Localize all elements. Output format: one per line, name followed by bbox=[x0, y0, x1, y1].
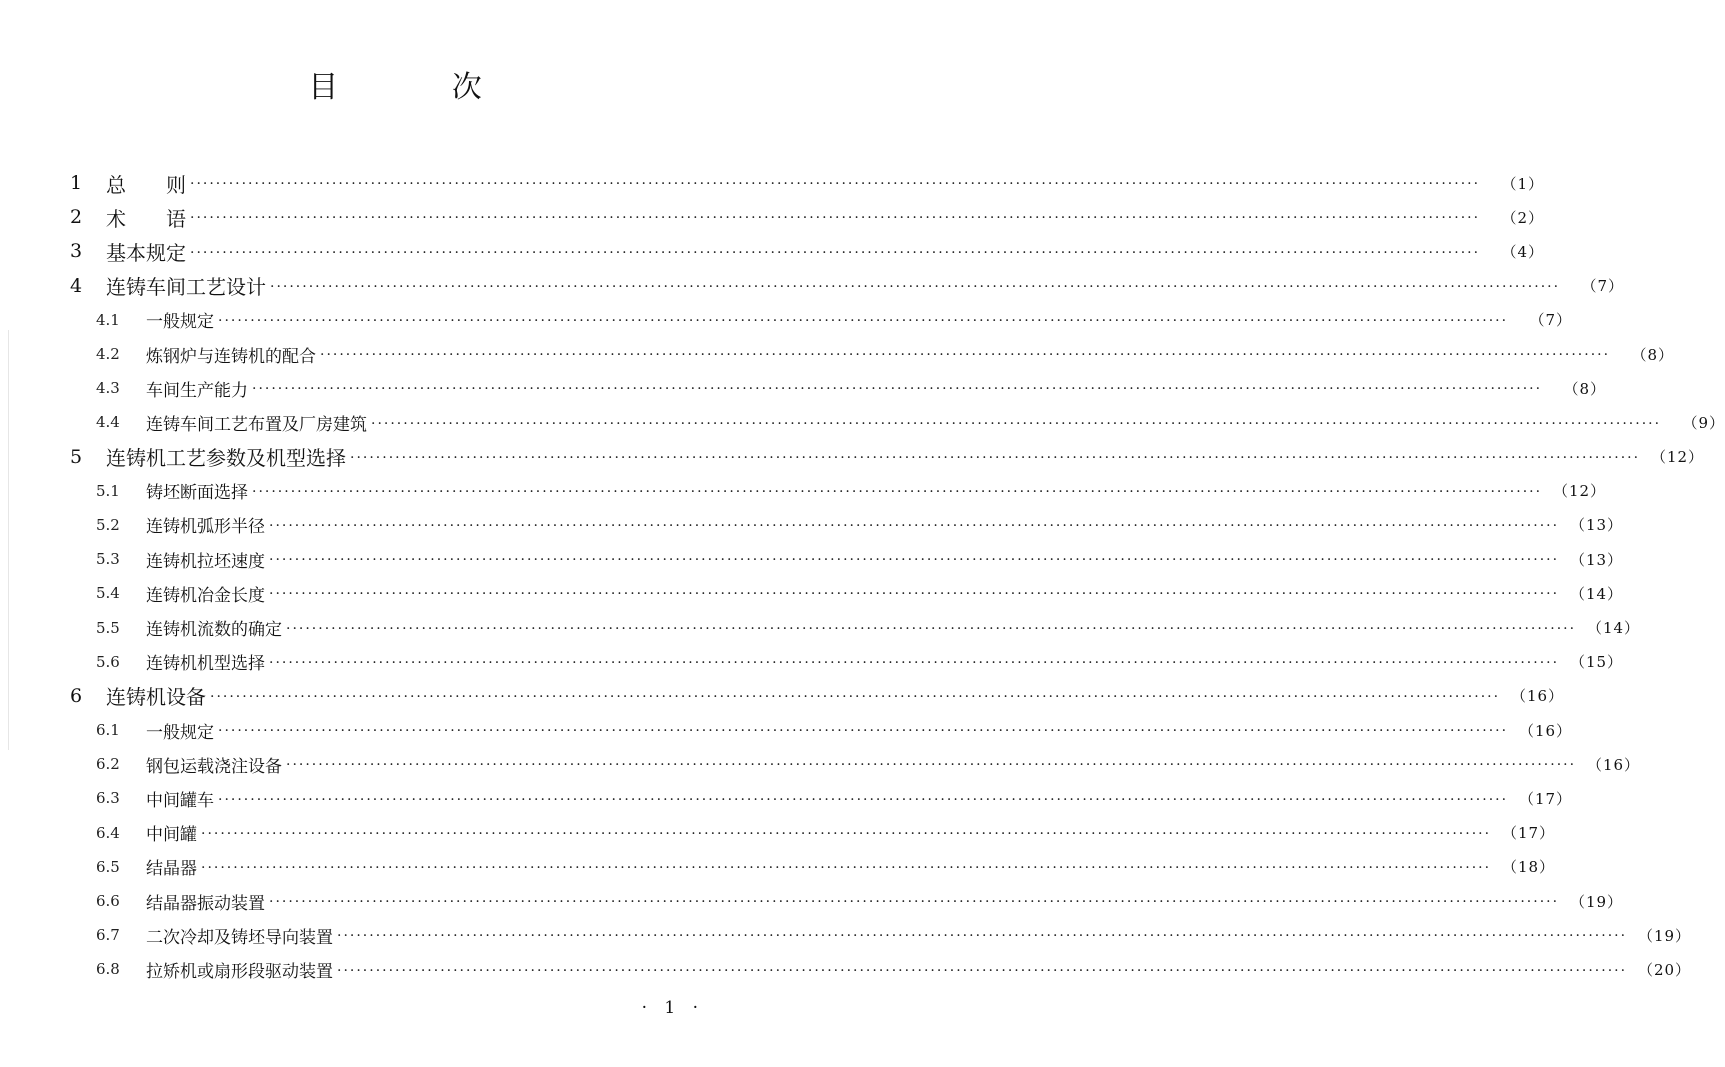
dot-leader: ········································································································································································································ bbox=[350, 449, 1641, 466]
dot-leader: ········································································································································································································ bbox=[337, 962, 1628, 979]
dot-leader: ········································································································································································································ bbox=[252, 381, 1543, 398]
toc-entry[interactable] bbox=[70, 884, 1624, 918]
toc-entry-page: （14） bbox=[1586, 619, 1641, 638]
dot-leader: ········································································································································································································ bbox=[286, 757, 1577, 774]
toc-entry-page: （12） bbox=[1650, 448, 1705, 467]
toc-entry[interactable] bbox=[70, 474, 1607, 508]
toc-entry-page: （17） bbox=[1501, 824, 1556, 843]
toc-entry[interactable] bbox=[70, 576, 1624, 610]
toc-entry-page: （16） bbox=[1510, 687, 1565, 706]
toc-entry-number: 1 bbox=[70, 172, 83, 195]
toc-entry-title: 连铸机弧形半径 bbox=[146, 517, 265, 538]
toc-entry-title: 二次冷却及铸坯导向装置 bbox=[146, 927, 333, 948]
table-of-contents bbox=[70, 166, 1725, 987]
toc-entry-title: 结晶器振动装置 bbox=[146, 893, 265, 914]
toc-entry-title: 连铸机流数的确定 bbox=[146, 620, 282, 641]
toc-entry[interactable] bbox=[70, 918, 1692, 952]
toc-entry[interactable] bbox=[70, 679, 1565, 713]
page-title: 目 次 bbox=[308, 70, 534, 105]
dot-leader: ········································································································································································································ bbox=[286, 620, 1577, 637]
toc-entry-number: 4.1 bbox=[96, 310, 120, 329]
toc-entry-title: 拉矫机或扇形段驱动装置 bbox=[146, 961, 333, 982]
toc-entry-page: （15） bbox=[1569, 653, 1624, 672]
dot-leader: ········································································································································································································ bbox=[201, 825, 1492, 842]
toc-entry-title: 连铸机工艺参数及机型选择 bbox=[106, 446, 346, 471]
toc-entry-page: （17） bbox=[1518, 789, 1573, 808]
dot-leader: ········································································································································································································ bbox=[269, 518, 1560, 535]
toc-entry-title: 车间生产能力 bbox=[146, 380, 248, 401]
toc-entry-title: 中间罐 bbox=[146, 825, 197, 846]
dot-leader: ········································································································································································································ bbox=[190, 176, 1481, 193]
toc-entry-number: 5.1 bbox=[96, 481, 120, 500]
toc-entry-title: 连铸机机型选择 bbox=[146, 654, 265, 675]
dot-leader: ········································································································································································································ bbox=[210, 689, 1501, 705]
toc-entry[interactable] bbox=[70, 234, 1545, 268]
toc-entry-number: 6.3 bbox=[96, 789, 120, 808]
toc-entry-page: （19） bbox=[1637, 926, 1692, 945]
toc-entry-page: （13） bbox=[1569, 550, 1624, 569]
toc-entry[interactable] bbox=[70, 508, 1624, 542]
toc-entry[interactable] bbox=[70, 200, 1545, 234]
toc-entry-title: 连铸机冶金长度 bbox=[146, 585, 265, 606]
toc-entry-number: 5 bbox=[70, 445, 83, 468]
toc-entry-title: 结晶器 bbox=[146, 859, 197, 880]
toc-entry-title: 连铸车间工艺设计 bbox=[106, 275, 266, 300]
dot-leader: ········································································································································································································ bbox=[270, 278, 1561, 295]
dot-leader: ········································································································································································································ bbox=[269, 586, 1560, 603]
toc-entry-page: （16） bbox=[1586, 755, 1641, 774]
toc-entry-number: 2 bbox=[70, 206, 83, 229]
toc-entry[interactable] bbox=[70, 337, 1675, 371]
toc-entry-title: 总 则 bbox=[106, 172, 186, 197]
toc-entry[interactable] bbox=[70, 269, 1625, 303]
toc-entry-number: 5.2 bbox=[96, 515, 120, 534]
toc-entry-number: 6.1 bbox=[96, 721, 120, 740]
toc-entry[interactable] bbox=[70, 610, 1641, 644]
dot-leader: ········································································································································································································ bbox=[252, 483, 1543, 500]
dot-leader: ········································································································································································································ bbox=[218, 791, 1509, 808]
toc-entry[interactable] bbox=[70, 371, 1607, 405]
toc-entry-title: 连铸车间工艺布置及厂房建筑 bbox=[146, 414, 367, 435]
toc-entry-page: （16） bbox=[1518, 721, 1573, 740]
toc-entry-number: 4 bbox=[70, 274, 83, 297]
toc-entry[interactable] bbox=[70, 440, 1705, 474]
toc-entry-page: （7） bbox=[1581, 277, 1625, 296]
toc-entry[interactable] bbox=[70, 542, 1624, 576]
toc-entry-title: 一般规定 bbox=[146, 312, 214, 333]
toc-entry-title: 炼钢炉与连铸机的配合 bbox=[146, 346, 316, 367]
scan-edge-line bbox=[8, 330, 9, 750]
dot-leader: ········································································································································································································ bbox=[320, 347, 1611, 364]
toc-entry[interactable] bbox=[70, 850, 1556, 884]
toc-entry[interactable] bbox=[70, 952, 1692, 986]
toc-entry-page: （8） bbox=[1631, 345, 1675, 364]
toc-entry[interactable] bbox=[70, 781, 1573, 815]
page-number: · 1 · bbox=[641, 998, 704, 1018]
toc-entry-page: （1） bbox=[1501, 174, 1545, 193]
dot-leader: ········································································································································································································ bbox=[190, 244, 1481, 261]
toc-entry-title: 连铸机拉坯速度 bbox=[146, 551, 265, 572]
toc-entry-page: （13） bbox=[1569, 516, 1624, 535]
toc-entry-number: 4.2 bbox=[96, 345, 120, 364]
toc-entry-title: 术 语 bbox=[106, 206, 186, 231]
toc-entry-page: （20） bbox=[1637, 960, 1692, 979]
toc-entry-number: 4.4 bbox=[96, 413, 120, 432]
toc-entry-title: 一般规定 bbox=[146, 722, 214, 743]
toc-entry[interactable] bbox=[70, 713, 1573, 747]
dot-leader: ········································································································································································································ bbox=[269, 894, 1560, 911]
toc-entry[interactable] bbox=[70, 405, 1725, 439]
dot-leader: ········································································································································································································ bbox=[269, 654, 1560, 671]
toc-entry-page: （8） bbox=[1563, 379, 1607, 398]
toc-entry-number: 5.5 bbox=[96, 618, 120, 637]
toc-entry-title: 钢包运载浇注设备 bbox=[146, 756, 282, 777]
toc-entry-number: 6.5 bbox=[96, 857, 120, 876]
toc-entry-number: 5.6 bbox=[96, 652, 120, 671]
toc-entry[interactable] bbox=[70, 747, 1641, 781]
toc-entry[interactable] bbox=[70, 303, 1573, 337]
dot-leader: ········································································································································································································ bbox=[218, 723, 1509, 740]
dot-leader: ········································································································································································································ bbox=[218, 312, 1509, 329]
toc-entry-title: 铸坯断面选择 bbox=[146, 483, 248, 504]
toc-entry[interactable] bbox=[70, 816, 1556, 850]
toc-entry-page: （14） bbox=[1569, 584, 1624, 603]
toc-entry-title: 基本规定 bbox=[106, 240, 186, 265]
toc-entry-number: 6.4 bbox=[96, 823, 120, 842]
toc-entry-number: 6.8 bbox=[96, 960, 120, 979]
dot-leader: ········································································································································································································ bbox=[371, 415, 1662, 432]
dot-leader: ········································································································································································································ bbox=[190, 210, 1481, 227]
toc-entry-title: 连铸机设备 bbox=[106, 685, 206, 710]
toc-entry-number: 5.3 bbox=[96, 550, 120, 569]
toc-entry-page: （2） bbox=[1501, 208, 1545, 227]
toc-entry[interactable] bbox=[70, 645, 1624, 679]
toc-entry-number: 5.4 bbox=[96, 584, 120, 603]
toc-entry-number: 3 bbox=[70, 240, 83, 263]
toc-entry-number: 6.2 bbox=[96, 755, 120, 774]
dot-leader: ········································································································································································································ bbox=[201, 859, 1492, 876]
toc-entry-title: 中间罐车 bbox=[146, 790, 214, 811]
toc-entry-number: 6.6 bbox=[96, 892, 120, 911]
toc-entry-page: （12） bbox=[1552, 482, 1607, 501]
toc-entry-page: （18） bbox=[1501, 858, 1556, 877]
toc-entry-page: （19） bbox=[1569, 892, 1624, 911]
toc-entry-number: 6.7 bbox=[96, 926, 120, 945]
dot-leader: ········································································································································································································ bbox=[337, 928, 1628, 945]
toc-entry-number: 4.3 bbox=[96, 379, 120, 398]
toc-entry-page: （7） bbox=[1529, 311, 1573, 330]
dot-leader: ········································································································································································································ bbox=[269, 552, 1560, 569]
toc-entry-number: 6 bbox=[70, 684, 83, 707]
toc-entry[interactable] bbox=[70, 166, 1545, 200]
toc-entry-page: （9） bbox=[1682, 413, 1725, 432]
toc-entry-page: （4） bbox=[1501, 242, 1545, 261]
